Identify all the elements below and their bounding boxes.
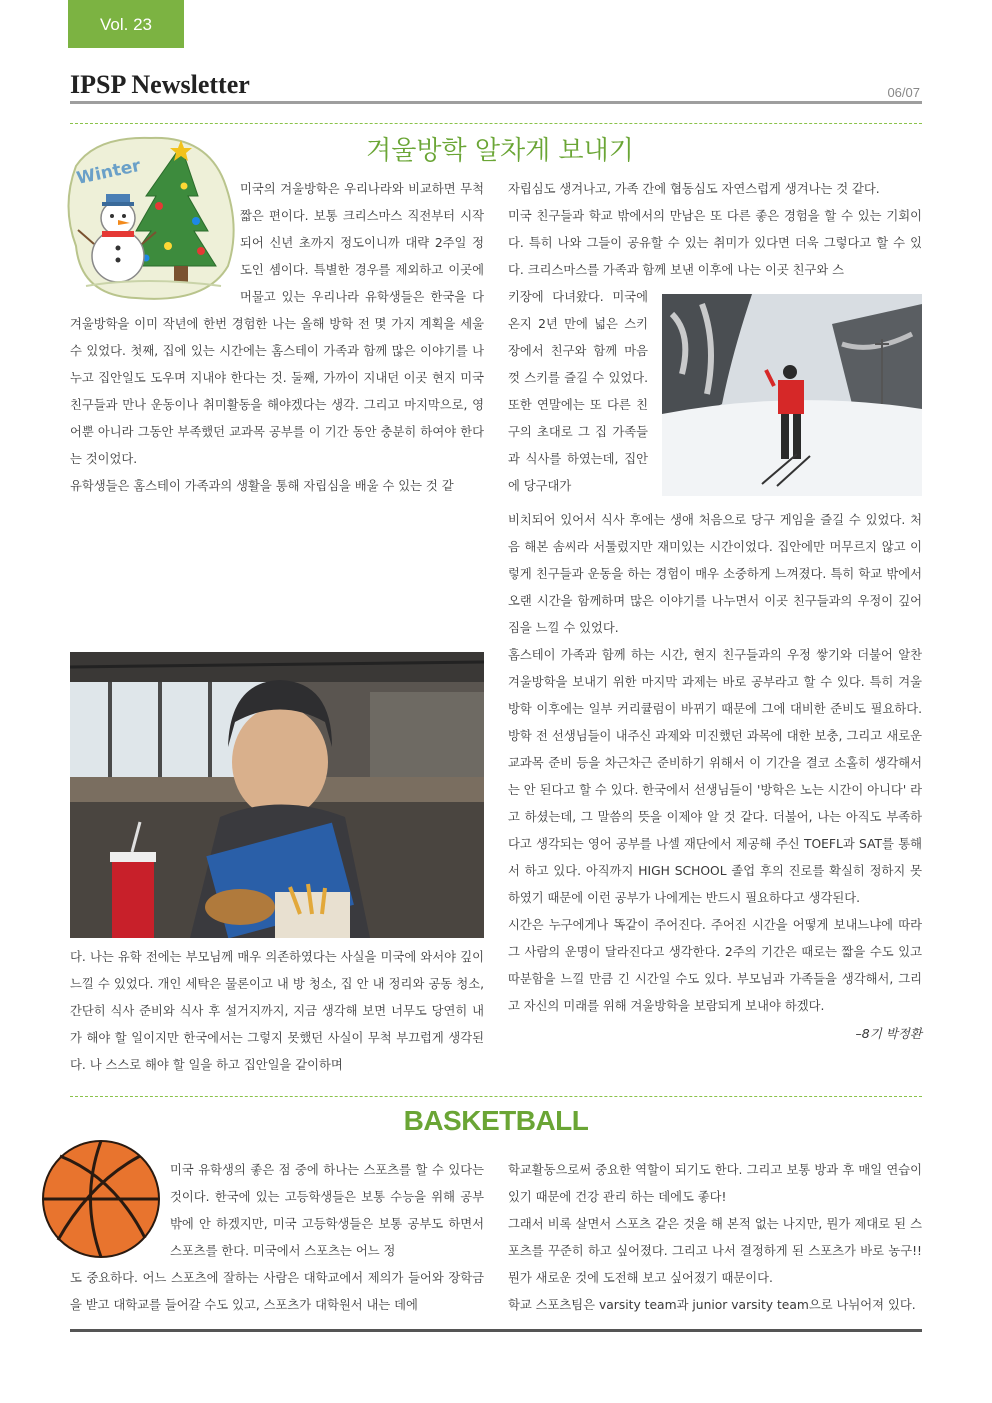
footer-rule: [70, 1329, 922, 1332]
header-rule: [70, 101, 922, 104]
article1-signature: –8기 박정환: [855, 1026, 922, 1041]
article1-right-top: 자립심도 생겨나고, 가족 간에 협동심도 자연스럽게 생겨나는 것 같다. 미국 친구들과 학교 밖에서의 만남은 또 다른 좋은 경험을 할 수 있는 기회이다. 특히 나와 그들이 공유할 수 있는 취미가 있다면 더욱 그렇다고 할 수 있다. 크리스마스를 가족과 함께 보낸 이후에 나는 이곳 친구와 스: [508, 182, 922, 277]
winter-logo-text: Winter: [74, 155, 143, 189]
issue-date: 06/07: [887, 85, 920, 100]
article2-right: 학교활동으로써 중요한 역할이 되기도 한다. 그리고 보통 방과 후 매일 연습이 있기 때문에 건강 관리 하는 데에도 좋다! 그래서 비록 살면서 스포츠 같은 것을 해 본적 없는 나지만, 뭔가 제대로 된 스포츠를 꾸준히 하고 싶어졌다. 그리고 나서 결정하게 된 스포츠가 바로 농구!! 뭔가 새로운 것에 도전해 보고 싶어졌기 때문이다. 학교 스포츠팀은 varsity team과 junior varsity team으로 나뉘어져 있다.: [508, 1163, 922, 1312]
article1-right-narrow: 키장에 다녀왔다. 미국에 온지 2년 만에 넓은 스키장에서 친구와 함께 마음껏 스키를 즐길 수 있었다. 또한 연말에는 또 다른 친구의 초대로 그 집 가족들과 식사를 하였는데, 집안에 당구대가: [508, 290, 648, 493]
article2-left: 미국 유학생의 좋은 점 중에 하나는 스포츠를 할 수 있다는 것이다. 한국에 있는 고등학생들은 보통 수능을 위해 공부밖에 안 하겠지만, 미국 고등학생들은 보통 공부도 하면서 스포츠를 한다. 미국에서 스포츠는 어느 정 도 중요하다. 어느 스포츠에 잘하는 사람은 대학교에서 제의가 들어와 장학금을 받고 대학교를 들어갈 수도 있고, 스포츠가 대학원서 내는 데에: [70, 1163, 484, 1312]
article1-left-bottom: 다. 나는 유학 전에는 부모님께 매우 의존하였다는 사실을 미국에 와서야 깊이 느낄 수 있었다. 개인 세탁은 물론이고 내 방 청소, 집 안 내 정리와 공동 청소, 간단히 식사 준비와 식사 후 설거지까지, 지금 생각해 보면 너무도 당연히 내가 해야 할 일이지만 한국에서는 그렇지 못했던 사실이 무척 부끄럽게 생각된다. 나 스스로 해야 할 일을 하고 집안일을 같이하며: [70, 950, 484, 1072]
article-title-winter: 겨울방학 알차게 보내기: [366, 136, 634, 166]
volume-tab: Vol. 23: [68, 0, 184, 48]
section-divider-basketball: [70, 1096, 922, 1097]
section-divider-top: [70, 123, 922, 124]
winter-illustration: [56, 126, 241, 306]
article1-left-intro: 미국의 겨울방학은 우리나라와 비교하면 무척 짧은 편이다. 보통 크리스마스 직전부터 시작되어 신년 초까지 정도이니까 대략 2주일 정도인 셈이다. 특별한 경우를 제외하고 이곳에 머물고 있는 우리나라 유학생들은 한국을 다: [240, 182, 484, 304]
article-title-basketball: BASKETBALL: [403, 1105, 589, 1136]
newsletter-title: IPSP Newsletter: [70, 70, 250, 99]
article1-left-body: 겨울방학을 이미 작년에 한번 경험한 나는 올해 방학 전 몇 가지 계획을 세울 수 있었다. 첫째, 집에 있는 시간에는 홈스테이 가족과 함께 많은 이야기를 나누고 집안일도 도우며 지내야 한다는 것. 둘째, 가까이 지내던 이곳 현지 미국 친구들과 만나 운동이나 취미활동을 해야겠다는 생각. 그리고 마지막으로, 영어뿐 아니라 그동안 부족했던 교과목 공부를 이 기간 동안 충분히 하여야 한다는 것이었다. 유학생들은 홈스테이 가족과의 생활을 통해 자립심을 배울 수 있는 것 같: [70, 317, 484, 493]
ski-photo: [662, 294, 922, 496]
article1-right-body: 비치되어 있어서 식사 후에는 생애 처음으로 당구 게임을 즐길 수 있었다. 처음 해본 솜씨라 서툴렀지만 재미있는 시간이었다. 집안에만 머무르지 않고 이렇게 친구들과 운동을 하는 경험이 매우 소중하게 느껴졌다. 특히 학교 밖에서 오랜 시간을 함께하며 많은 이야기를 나누면서 이곳 친구들과의 우정이 깊어짐을 느낄 수 있었다. 홈스테이 가족과 함께 하는 시간, 현지 친구들과의 우정 쌓기와 더불어 알찬 겨울방학을 보내기 위한 마지막 과제는 바로 공부라고 할 수 있다. 특히 겨울방학 이후에는 일부 커리큘럼이 바뀌기 때문에 그에 대비한 준비도 필요하다. 방학 전 선생님들이 내주신 과제와 미진했던 과목에 대한 보충, 그리고 새로운 교과목 준비 등을 차근차근 준비하기 위해서 이 기간을 결코 소홀히 생각해서는 안 된다고 할 수 있다. 한국에서 선생님들이 '방학은 노는 시간이 아니다' 라고 하셨는데, 그 말씀의 뜻을 이제야 알 것 같다. 더불어, 나는 아직도 부족하다고 생각되는 영어 공부를 나셀 재단에서 제공해 주신 TOEFL과 SAT를 통해서 하고 있다. 아직까지 HIGH SCHOOL 졸업 후의 진로를 확실히 정하지 못하였기 때문에 이런 공부가 나에게는 반드시 필요하다고 생각된다. 시간은 누구에게나 똑같이 주어진다. 주어진 시간을 어떻게 보내느냐에 따라 그 사람의 운명이 달라진다고 생각한다. 2주의 기간은 때로는 짧을 수도 있고 따분함을 느낄 만큼 긴 시간일 수도 있다. 부모님과 가족들을 생각해서, 그리고 자신의 미래를 위해 겨울방학을 보람되게 보내야 하겠다. –8기 박정환: [508, 507, 922, 1047]
cafeteria-photo: [70, 652, 484, 938]
